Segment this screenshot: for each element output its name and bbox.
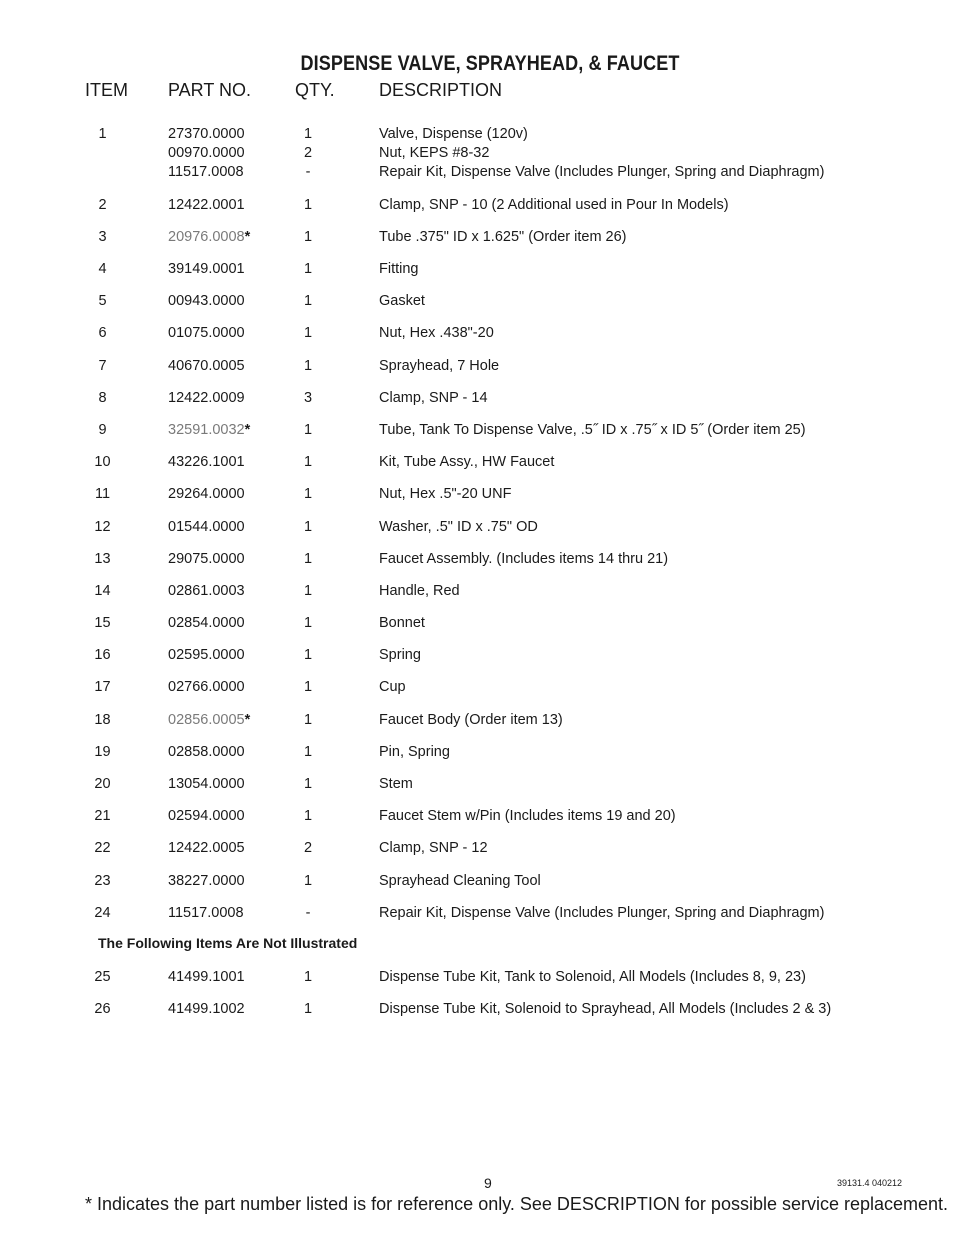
part-number-text: 32591.0032 xyxy=(168,422,245,438)
item-number: 23 xyxy=(94,873,111,889)
part-description: Fitting xyxy=(379,261,419,277)
table-row xyxy=(0,324,954,344)
column-header-qty: QTY. xyxy=(295,80,335,100)
part-description: Nut, KEPS #8-32 xyxy=(379,145,490,161)
part-number-text: 12422.0005 xyxy=(168,840,245,856)
part-number xyxy=(168,904,244,923)
part-number-text: 29075.0000 xyxy=(168,551,245,567)
part-description: Washer, .5" ID x .75" OD xyxy=(379,519,538,535)
quantity: - xyxy=(305,905,311,921)
part-description: Gasket xyxy=(379,293,425,309)
item-number: 11 xyxy=(94,486,111,502)
part-number xyxy=(168,646,245,665)
quantity: 1 xyxy=(303,776,313,792)
quantity: 2 xyxy=(303,840,313,856)
part-description: Dispense Tube Kit, Tank to Solenoid, All Models (Includes 8, 9, 23) xyxy=(379,969,806,985)
part-number-text: 02854.0000 xyxy=(168,615,245,631)
quantity: 1 xyxy=(303,583,313,599)
quantity: 2 xyxy=(303,145,313,161)
item-number: 20 xyxy=(94,776,111,792)
part-number-text: 02861.0003 xyxy=(168,583,245,599)
table-row xyxy=(0,775,954,795)
part-number xyxy=(168,292,245,311)
quantity: - xyxy=(305,164,311,180)
quantity: 1 xyxy=(303,615,313,631)
part-description: Sprayhead, 7 Hole xyxy=(379,358,500,374)
part-number xyxy=(168,550,245,569)
part-description: Sprayhead Cleaning Tool xyxy=(379,873,541,889)
quantity: 1 xyxy=(303,712,313,728)
part-number xyxy=(168,614,245,633)
quantity: 1 xyxy=(303,808,313,824)
column-header-description: DESCRIPTION xyxy=(379,80,503,100)
part-description: Faucet Stem w/Pin (Includes items 19 and 20) xyxy=(379,808,676,824)
part-number-text: 02595.0000 xyxy=(168,647,245,663)
quantity: 3 xyxy=(303,390,313,406)
part-number-text: 00943.0000 xyxy=(168,293,245,309)
part-description: Tube .375" ID x 1.625" (Order item 26) xyxy=(379,229,627,245)
not-illustrated-subheading: The Following Items Are Not Illustrated xyxy=(98,935,358,951)
part-number-text: 11517.0008 xyxy=(168,164,244,180)
quantity: 1 xyxy=(303,197,313,213)
part-description: Clamp, SNP - 14 xyxy=(379,390,488,406)
part-number xyxy=(168,144,245,163)
item-number: 24 xyxy=(94,905,111,921)
part-description: Clamp, SNP - 10 (2 Additional used in Pour In Models) xyxy=(379,197,729,213)
table-row xyxy=(0,968,954,988)
item-number: 3 xyxy=(98,229,107,245)
part-number-text: 41499.1002 xyxy=(168,1001,245,1017)
quantity: 1 xyxy=(303,422,313,438)
item-number: 16 xyxy=(94,647,111,663)
table-row xyxy=(0,292,954,312)
part-number-text: 38227.0000 xyxy=(168,873,245,889)
item-number: 22 xyxy=(94,840,111,856)
table-row xyxy=(0,872,954,892)
item-number: 5 xyxy=(98,293,107,309)
part-number xyxy=(168,228,250,247)
page-title: DISPENSE VALVE, SPRAYHEAD, & FAUCET xyxy=(300,52,680,75)
quantity: 1 xyxy=(303,679,313,695)
part-number xyxy=(168,357,245,376)
part-number xyxy=(168,324,245,343)
table-row xyxy=(0,260,954,280)
quantity: 1 xyxy=(303,486,313,502)
part-description: Clamp, SNP - 12 xyxy=(379,840,488,856)
document-code: 39131.4 040212 xyxy=(837,1178,903,1188)
item-number: 7 xyxy=(98,358,107,374)
table-row xyxy=(0,743,954,763)
part-description: Nut, Hex .5"-20 UNF xyxy=(379,486,512,502)
quantity: 1 xyxy=(303,261,313,277)
part-number-text: 02594.0000 xyxy=(168,808,245,824)
item-number: 8 xyxy=(98,390,107,406)
reference-marker: * xyxy=(244,229,251,245)
item-number: 18 xyxy=(94,712,111,728)
table-row xyxy=(0,196,954,216)
column-header-item: ITEM xyxy=(85,80,128,100)
table-row xyxy=(0,453,954,473)
table-row xyxy=(0,485,954,505)
table-row xyxy=(0,518,954,538)
part-description: Spring xyxy=(379,647,421,663)
reference-marker: * xyxy=(244,712,251,728)
part-number-text: 11517.0008 xyxy=(168,905,244,921)
quantity: 1 xyxy=(303,454,313,470)
quantity: 1 xyxy=(303,358,313,374)
part-number xyxy=(168,421,250,440)
part-number-text: 12422.0009 xyxy=(168,390,245,406)
quantity: 1 xyxy=(303,647,313,663)
table-row xyxy=(0,163,954,183)
item-number: 26 xyxy=(94,1001,111,1017)
table-row xyxy=(0,711,954,731)
item-number: 19 xyxy=(94,744,111,760)
table-row xyxy=(0,904,954,924)
table-row xyxy=(0,228,954,248)
part-number-text: 12422.0001 xyxy=(168,197,245,213)
quantity: 1 xyxy=(303,744,313,760)
part-description: Repair Kit, Dispense Valve (Includes Plunger, Spring and Diaphragm) xyxy=(379,905,825,921)
part-description: Cup xyxy=(379,679,406,695)
part-number xyxy=(168,485,245,504)
item-number: 9 xyxy=(98,422,107,438)
part-number xyxy=(168,807,245,826)
table-row xyxy=(0,807,954,827)
item-number: 14 xyxy=(94,583,111,599)
part-description: Kit, Tube Assy., HW Faucet xyxy=(379,454,555,470)
part-description: Stem xyxy=(379,776,413,792)
page-number: 9 xyxy=(484,1175,492,1191)
table-row xyxy=(0,144,954,164)
part-number-text: 01075.0000 xyxy=(168,325,245,341)
part-description: Handle, Red xyxy=(379,583,460,599)
part-description: Bonnet xyxy=(379,615,425,631)
part-number-text: 40670.0005 xyxy=(168,358,245,374)
part-number xyxy=(168,872,245,891)
part-number xyxy=(168,711,250,730)
part-number-text: 39149.0001 xyxy=(168,261,245,277)
part-number-text: 01544.0000 xyxy=(168,519,245,535)
part-number-text: 13054.0000 xyxy=(168,776,245,792)
part-number-text: 02858.0000 xyxy=(168,744,245,760)
column-header-part-no: PART NO. xyxy=(168,80,252,100)
part-number xyxy=(168,453,245,472)
part-description: Faucet Assembly. (Includes items 14 thru 21) xyxy=(379,551,669,567)
part-description: Faucet Body (Order item 13) xyxy=(379,712,563,728)
reference-footnote: * Indicates the part number listed is for reference only. See DESCRIPTION for possible service replacement. xyxy=(85,1194,949,1214)
quantity: 1 xyxy=(303,969,313,985)
part-number xyxy=(168,1000,245,1019)
part-description: Tube, Tank To Dispense Valve, .5˝ ID x .75˝ x ID 5˝ (Order item 25) xyxy=(379,422,806,438)
item-number: 15 xyxy=(94,615,111,631)
table-row xyxy=(0,357,954,377)
part-number xyxy=(168,518,245,537)
table-row xyxy=(0,678,954,698)
part-description: Valve, Dispense (120v) xyxy=(379,126,528,142)
table-row xyxy=(0,550,954,570)
table-row xyxy=(0,839,954,859)
item-number: 21 xyxy=(94,808,111,824)
item-number: 17 xyxy=(94,679,111,695)
part-number xyxy=(168,260,245,279)
part-number xyxy=(168,389,245,408)
quantity: 1 xyxy=(303,873,313,889)
part-number-text: 29264.0000 xyxy=(168,486,245,502)
table-row xyxy=(0,421,954,441)
part-number-text: 02766.0000 xyxy=(168,679,245,695)
part-number-text: 20976.0008 xyxy=(168,229,245,245)
part-number-text: 41499.1001 xyxy=(168,969,245,985)
part-number xyxy=(168,196,245,215)
quantity: 1 xyxy=(303,293,313,309)
quantity: 1 xyxy=(303,1001,313,1017)
part-number xyxy=(168,968,245,987)
table-row xyxy=(0,582,954,602)
item-number: 6 xyxy=(98,325,107,341)
item-number: 4 xyxy=(98,261,107,277)
table-row xyxy=(0,646,954,666)
part-description: Dispense Tube Kit, Solenoid to Sprayhead, All Models (Includes 2 & 3) xyxy=(379,1001,832,1017)
item-number: 10 xyxy=(94,454,111,470)
part-description: Repair Kit, Dispense Valve (Includes Plunger, Spring and Diaphragm) xyxy=(379,164,825,180)
part-number xyxy=(168,678,245,697)
quantity: 1 xyxy=(303,519,313,535)
quantity: 1 xyxy=(303,551,313,567)
part-number-text: 27370.0000 xyxy=(168,126,245,142)
table-row xyxy=(0,125,954,145)
part-number xyxy=(168,582,245,601)
reference-marker: * xyxy=(244,422,251,438)
part-number xyxy=(168,163,244,182)
part-number-text: 02856.0005 xyxy=(168,712,245,728)
part-number xyxy=(168,125,245,144)
quantity: 1 xyxy=(303,126,313,142)
part-number-text: 43226.1001 xyxy=(168,454,245,470)
item-number: 1 xyxy=(98,126,107,142)
part-number xyxy=(168,775,245,794)
quantity: 1 xyxy=(303,229,313,245)
item-number: 12 xyxy=(94,519,111,535)
part-description: Pin, Spring xyxy=(379,744,450,760)
part-number xyxy=(168,743,245,762)
table-row xyxy=(0,1000,954,1020)
quantity: 1 xyxy=(303,325,313,341)
item-number: 13 xyxy=(94,551,111,567)
item-number: 25 xyxy=(94,969,111,985)
part-description: Nut, Hex .438"-20 xyxy=(379,325,494,341)
table-row xyxy=(0,614,954,634)
part-number xyxy=(168,839,245,858)
part-number-text: 00970.0000 xyxy=(168,145,245,161)
table-row xyxy=(0,389,954,409)
item-number: 2 xyxy=(98,197,107,213)
